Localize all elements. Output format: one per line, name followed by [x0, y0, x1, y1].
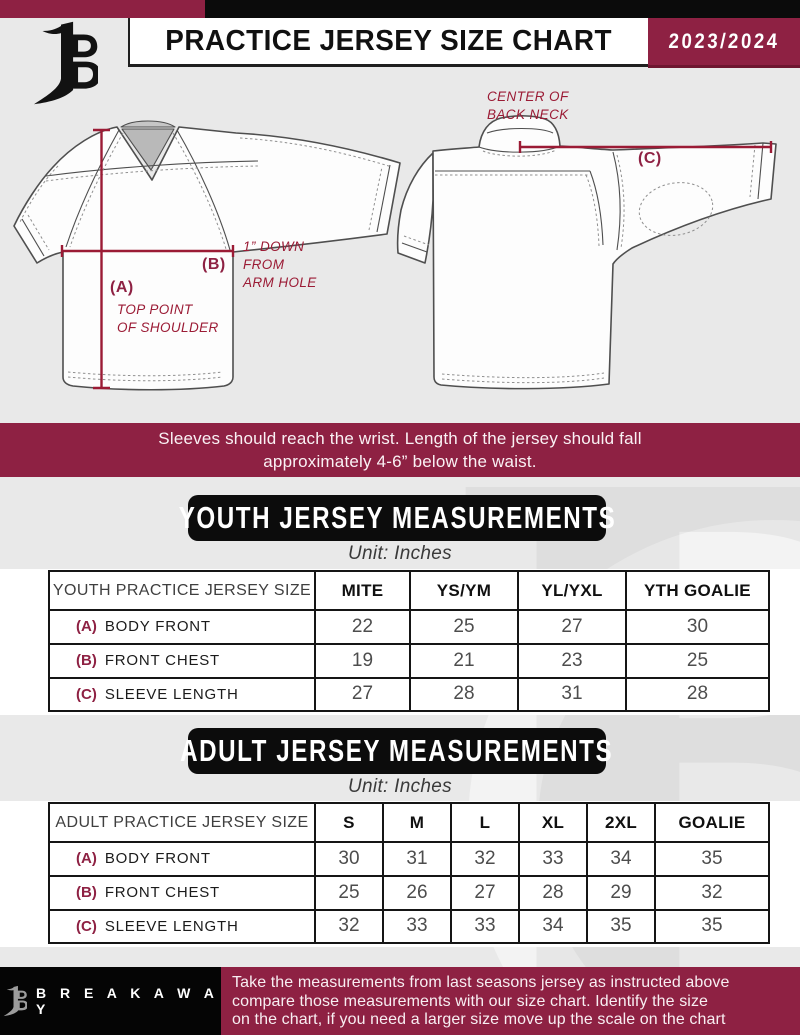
fit-note-banner	[0, 423, 800, 477]
row-label: (C) SLEEVE LENGTH	[76, 917, 239, 935]
cell-value: 27	[450, 877, 518, 909]
footer-note-line2: compare those measurements with our size chart. Identify the size	[232, 992, 709, 1010]
adult-section-title: ADULT JERSEY MEASUREMENTS	[180, 733, 614, 768]
label-c: (C)	[638, 150, 662, 167]
cell-value: 32	[654, 877, 768, 909]
cell-value: 25	[409, 611, 517, 643]
jersey-diagram	[0, 0, 800, 420]
col-s: S	[314, 804, 382, 841]
cell-value: 35	[654, 843, 768, 875]
back-jersey	[398, 116, 776, 389]
cell-value: 34	[518, 911, 586, 943]
col-ylyxl: YL/YXL	[517, 572, 625, 609]
cell-value: 33	[450, 911, 518, 943]
col-mite: MITE	[314, 572, 409, 609]
table-row	[50, 611, 768, 645]
cell-value: 31	[382, 843, 450, 875]
cell-value: 28	[625, 679, 768, 711]
annotation-b: 1” DOWN FROM ARM HOLE	[243, 239, 317, 290]
label-b: (B)	[202, 256, 226, 273]
row-label: (B) FRONT CHEST	[76, 652, 221, 670]
col-goalie: GOALIE	[654, 804, 768, 841]
youth-size-header: YOUTH PRACTICE JERSEY SIZE	[52, 581, 312, 599]
cell-value: 33	[518, 843, 586, 875]
cell-value: 27	[517, 611, 625, 643]
footer-brand-block	[0, 967, 221, 1035]
cell-value: 35	[654, 911, 768, 943]
annotation-c: CENTER OF BACK NECK	[487, 89, 569, 122]
cell-value: 32	[314, 911, 382, 943]
footer-note-line3: on the chart, if you need a larger size move up the scale on the chart	[232, 1011, 726, 1028]
col-l: L	[450, 804, 518, 841]
row-label: (A) BODY FRONT	[76, 850, 211, 868]
cell-value: 25	[625, 645, 768, 677]
cell-value: 29	[586, 877, 654, 909]
cell-value: 26	[382, 877, 450, 909]
fit-note-line1: Sleeves should reach the wrist. Length of the jersey should fall	[158, 429, 642, 448]
label-a: (A)	[110, 279, 134, 296]
cell-value: 19	[314, 645, 409, 677]
youth-section-header	[178, 495, 616, 541]
youth-unit-label: Unit: Inches	[348, 543, 452, 564]
col-m: M	[382, 804, 450, 841]
cell-value: 22	[314, 611, 409, 643]
footer-logo-icon	[0, 983, 27, 1019]
table-row	[50, 877, 768, 911]
row-label: (C) SLEEVE LENGTH	[76, 685, 239, 703]
youth-section-title: YOUTH JERSEY MEASUREMENTS	[178, 500, 616, 535]
cell-value: 27	[314, 679, 409, 711]
cell-value: 28	[518, 877, 586, 909]
cell-value: 33	[382, 911, 450, 943]
cell-value: 28	[409, 679, 517, 711]
col-xl: XL	[518, 804, 586, 841]
col-yth-goalie: YTH GOALIE	[625, 572, 768, 609]
row-label: (A) BODY FRONT	[76, 618, 211, 636]
adult-unit-label: Unit: Inches	[348, 776, 452, 797]
cell-value: 25	[314, 877, 382, 909]
cell-value: 34	[586, 843, 654, 875]
row-label: (B) FRONT CHEST	[76, 884, 221, 902]
cell-value: 31	[517, 679, 625, 711]
adult-size-header: ADULT PRACTICE JERSEY SIZE	[55, 813, 309, 831]
cell-value: 35	[586, 911, 654, 943]
cell-value: 21	[409, 645, 517, 677]
table-row	[50, 911, 768, 945]
col-2xl: 2XL	[586, 804, 654, 841]
cell-value: 30	[625, 611, 768, 643]
season-label: 2023/2024	[667, 29, 781, 53]
annotation-a: TOP POINT OF SHOULDER	[117, 302, 219, 335]
table-row	[50, 679, 768, 713]
cell-value: 23	[517, 645, 625, 677]
col-ysym: YS/YM	[409, 572, 517, 609]
page-title: PRACTICE JERSEY SIZE CHART	[165, 24, 613, 57]
table-row	[50, 645, 768, 679]
cell-value: 32	[450, 843, 518, 875]
footer-note	[221, 967, 800, 1035]
fit-note-line2: approximately 4-6” below the waist.	[263, 452, 537, 471]
brand-name: B R E A K A W A Y	[36, 985, 219, 1017]
youth-size-table	[48, 570, 770, 712]
adult-size-table	[48, 802, 770, 944]
youth-header-row	[50, 572, 768, 611]
footer-note-line1: Take the measurements from last seasons jersey as instructed above	[232, 974, 730, 991]
adult-section-header	[180, 728, 614, 774]
cell-value: 30	[314, 843, 382, 875]
table-row	[50, 843, 768, 877]
adult-header-row	[50, 804, 768, 843]
